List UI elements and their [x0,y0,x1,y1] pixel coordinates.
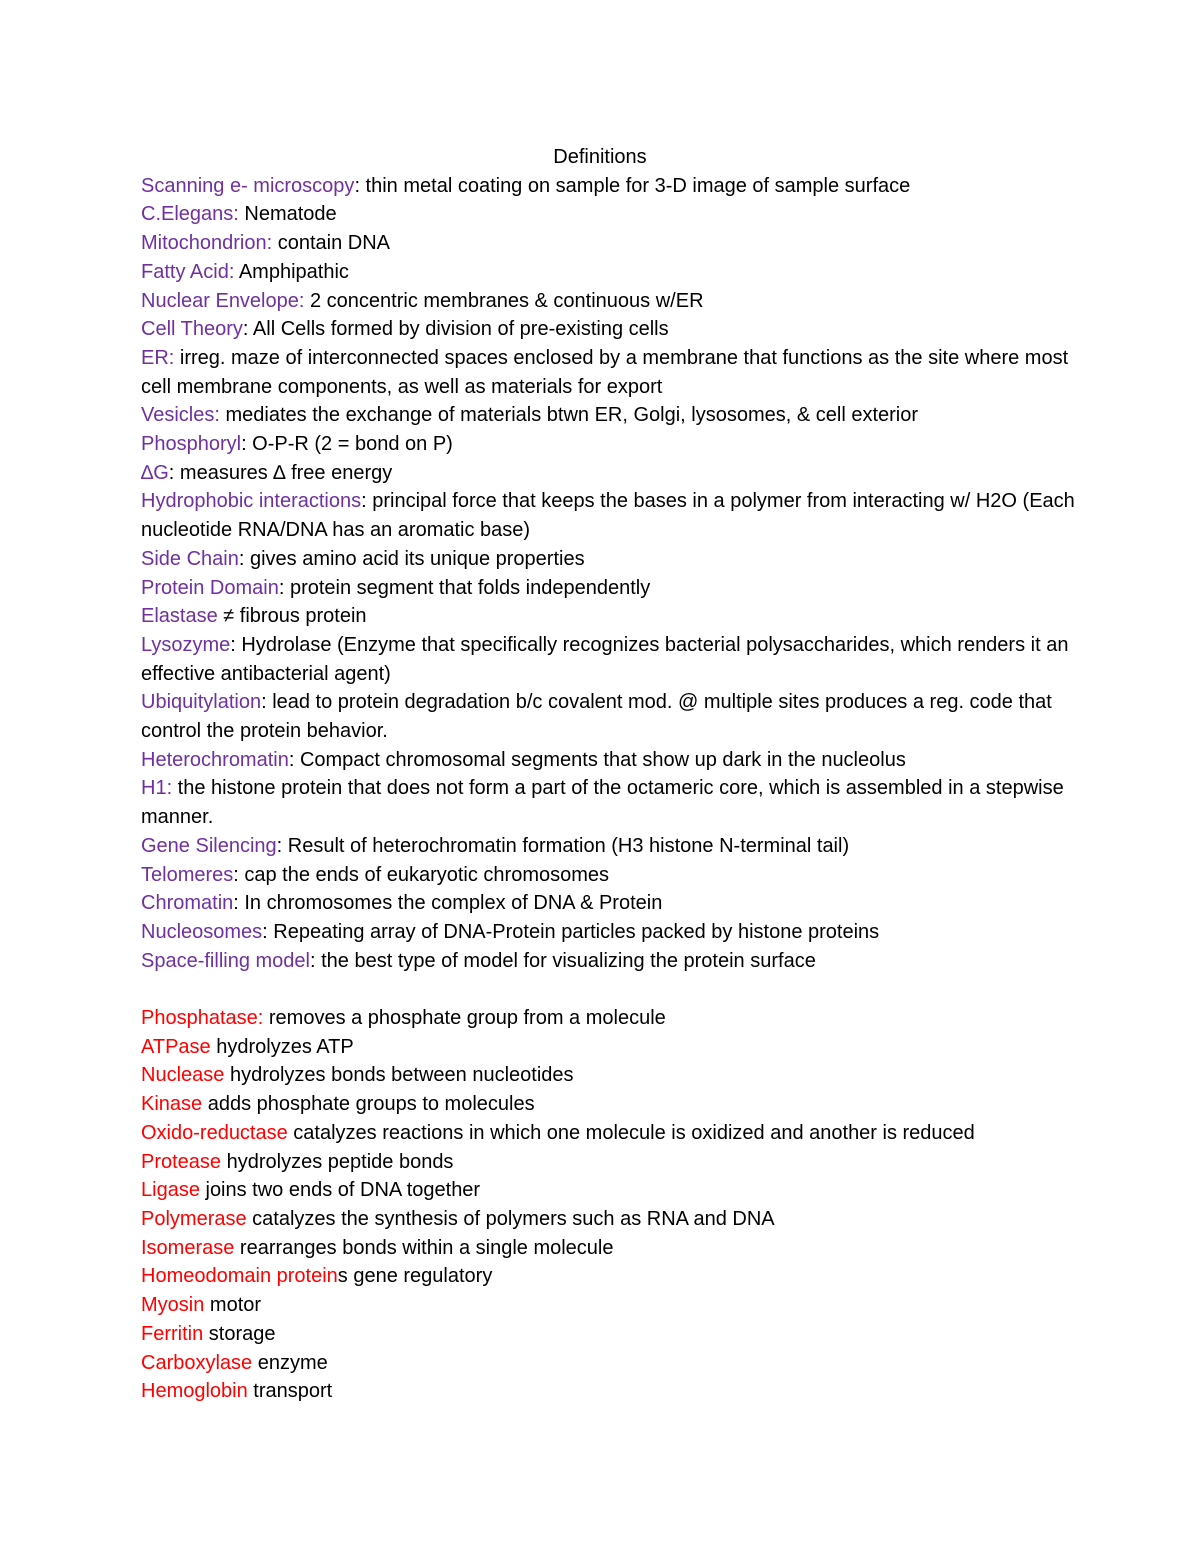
protein-term: Carboxylase [141,1351,253,1374]
definition-text: : O-P-R (2 = bond on P) [241,433,453,456]
protein-term: ATPase [141,1035,211,1058]
definition-text: : gives amino acid its unique properties [238,547,585,570]
definition-text: contain DNA [272,232,391,255]
definition-entry [141,430,1076,459]
definition-entry [141,401,1076,430]
definition-entry [141,602,1076,631]
protein-text: motor [204,1294,262,1317]
definition-text: mediates the exchange of materials btwn ER, Golgi, lysosomes, & cell exterior [219,404,919,427]
protein-entry [141,1349,1076,1378]
protein-term: Isomerase [141,1236,235,1259]
protein-entry [141,1320,1076,1349]
definition-term: Mitochondrion: [141,232,273,255]
definition-entry [141,459,1076,488]
protein-text: rearranges bonds within a single molecule [234,1236,614,1259]
protein-entry [141,1119,1076,1148]
definition-text: : Result of heterochromatin formation (H3 histone N-terminal tail) [276,834,850,857]
definition-entry [141,947,1076,976]
definition-term: Space-filling model [141,949,310,972]
definition-term: Gene Silencing [141,834,277,857]
protein-entry [141,1291,1076,1320]
definition-text: : measures ∆ free energy [168,461,393,484]
definition-text: Nematode [238,203,337,226]
definition-text: : Hydrolase (Enzyme that specifically recognizes bacterial polysaccharides, which renders it an effective antibacterial agent) [141,633,1069,685]
protein-text: storage [203,1322,276,1345]
definition-term: Protein Domain [141,576,279,599]
definition-text: the histone protein that does not form a part of the octameric core, which is assembled in a stepwise manner. [141,777,1064,829]
definition-text: : thin metal coating on sample for 3-D image of sample surface [354,174,911,197]
definition-entry [141,631,1076,688]
definition-entry [141,545,1076,574]
definition-text: Amphipathic [234,260,349,283]
protein-text: s gene regulatory [337,1265,493,1288]
definition-entry [141,200,1076,229]
definition-entry [141,918,1076,947]
definition-entry [141,861,1076,890]
definition-term: Elastase [141,605,218,628]
definition-text: : Repeating array of DNA-Protein particles packed by histone proteins [262,920,880,943]
definition-entry [141,688,1076,745]
definition-entry [141,172,1076,201]
definition-entry [141,315,1076,344]
protein-text: adds phosphate groups to molecules [202,1093,535,1116]
definition-text: : protein segment that folds independently [278,576,651,599]
protein-term: Homeodomain protein [141,1265,338,1288]
definition-entry [141,574,1076,603]
protein-text: hydrolyzes peptide bonds [221,1150,454,1173]
definition-text: : All Cells formed by division of pre-existing cells [242,318,669,341]
definition-term: Nucleosomes [141,920,263,943]
protein-text: transport [247,1380,333,1403]
protein-entry [141,1004,1076,1033]
definition-text: ≠ fibrous protein [217,605,367,628]
page-title: Definitions [553,146,647,168]
protein-term: Ferritin [141,1322,204,1345]
protein-term: Nuclease [141,1064,225,1087]
definition-entry [141,344,1076,401]
definition-term: H1: [141,777,173,800]
definition-entry [141,774,1076,831]
protein-entry [141,1262,1076,1291]
definition-text: : lead to protein degradation b/c covalent mod. @ multiple sites produces a reg. code that control the protein behavior. [141,691,1052,743]
definition-entry [141,287,1076,316]
definition-term: Telomeres [141,863,234,886]
definition-term: Lysozyme [141,633,231,656]
definition-term: Cell Theory [141,318,243,341]
protein-entry [141,1176,1076,1205]
definition-term: ∆G [141,461,169,484]
protein-term: Polymerase [141,1207,247,1230]
definition-term: Nuclear Envelope: [141,289,305,312]
definition-text: : the best type of model for visualizing the protein surface [309,949,816,972]
definition-entry [141,832,1076,861]
protein-entry [141,1205,1076,1234]
protein-term: Kinase [141,1093,203,1116]
protein-text: catalyzes reactions in which one molecule is oxidized and another is reduced [287,1121,975,1144]
protein-term: Ligase [141,1179,200,1202]
definition-term: Side Chain [141,547,239,570]
protein-text: hydrolyzes bonds between nucleotides [224,1064,574,1087]
definition-term: Scanning e- microscopy [141,174,355,197]
protein-term: Protease [141,1150,222,1173]
definition-term: Heterochromatin [141,748,289,771]
definition-text: : principal force that keeps the bases in a polymer from interacting w/ H2O (Each nucleotide RNA/DNA has an aromatic base) [141,490,1075,542]
protein-text: hydrolyzes ATP [210,1035,354,1058]
protein-text: joins two ends of DNA together [199,1179,481,1202]
protein-text: removes a phosphate group from a molecule [263,1007,666,1030]
protein-term: Phosphatase: [141,1007,264,1030]
protein-term: Hemoglobin [141,1380,248,1403]
definition-entry [141,258,1076,287]
definition-text: 2 concentric membranes & continuous w/ER [304,289,704,312]
definition-entry [141,889,1076,918]
protein-entry [141,1148,1076,1177]
definition-text: : cap the ends of eukaryotic chromosomes [233,863,610,886]
protein-term: Myosin [141,1294,205,1317]
definition-text: irreg. maze of interconnected spaces enclosed by a membrane that functions as the site where most cell membrane components, as well as materials for export [141,346,1069,398]
section-spacer [141,975,1076,1004]
definition-term: Ubiquitylation [141,691,262,714]
definition-text: : In chromosomes the complex of DNA & Protein [233,892,663,915]
definition-term: Vesicles: [141,404,220,427]
definition-text: : Compact chromosomal segments that show up dark in the nucleolus [288,748,906,771]
definition-term: Hydrophobic interactions [141,490,362,513]
protein-term: Oxido-reductase [141,1121,288,1144]
definition-entry [141,229,1076,258]
definition-term: Chromatin [141,892,234,915]
definition-term: C.Elegans: [141,203,239,226]
definition-entry [141,487,1076,544]
definition-entry [141,746,1076,775]
definition-term: ER: [141,346,175,369]
definition-term: Fatty Acid: [141,260,235,283]
protein-text: enzyme [252,1351,328,1374]
protein-entry [141,1234,1076,1263]
protein-entry [141,1377,1076,1406]
protein-entry [141,1090,1076,1119]
definition-term: Phosphoryl [141,433,242,456]
protein-entry [141,1061,1076,1090]
protein-text: catalyzes the synthesis of polymers such as RNA and DNA [246,1207,775,1230]
protein-entry [141,1033,1076,1062]
definitions-list [141,172,1076,1406]
